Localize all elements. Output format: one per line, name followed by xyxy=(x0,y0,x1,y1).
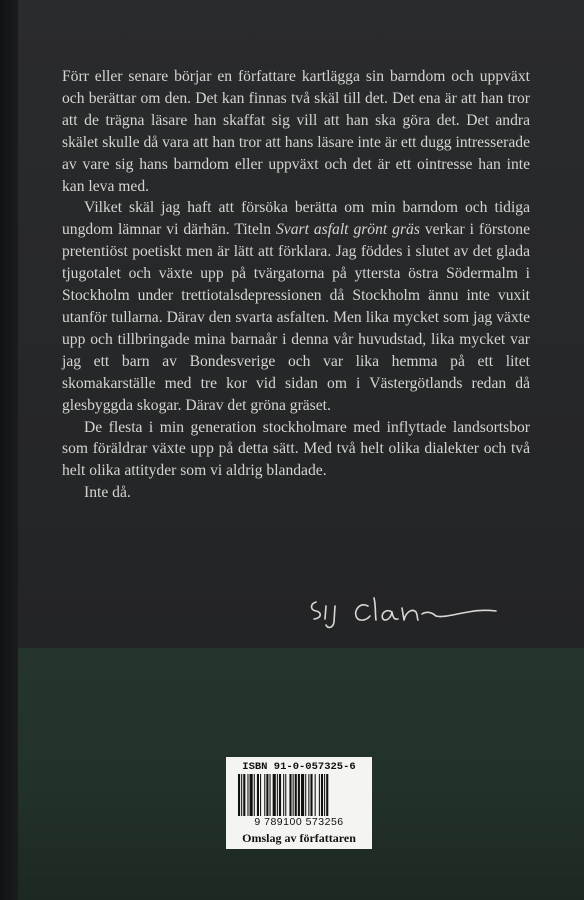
blurb-paragraph-1: Förr eller senare börjar en författare kartlägga sin barndom och uppväxt och berättar om den. Det kan finnas två skäl till det. Det ena är att han tror att de trägna läsare han skaffat sig vill att han ska göra det. Det andra skälet skulle då vara att han tror att hans läsare inte är ett dugg intresserade av vare sig hans barndom eller uppväxt och det är ett ointresse han inte kan leva med. xyxy=(62,68,530,195)
blurb-paragraph-2-start: Vilket skäl jag haft att försöka berätta om min barndom och tidiga ungdom lämnar vi därhän. Titeln xyxy=(62,199,530,239)
blurb-paragraph-2 xyxy=(62,197,530,416)
blurb-paragraph-3: De flesta i min generation stockholmare med inflyttade landsortsbor som föräldrar växte upp på detta sätt. Med två helt olika dialekter och två helt olika attityder som vi aldrig blandade. xyxy=(62,418,530,480)
blurb-paragraph-2-end: verkar i förstone pretentiöst poetiskt men är lätt att förklara. Jag föddes i slutet av det glada tjugotalet och växte upp på tvärgatorna på yttersta östra Södermalm i Stockholm under trettiotalsdepressionen då Stockholm ännu inte vuxit utanför tullarna. Därav den svarta asfalten. Men lika mycket som jag växte upp och tillbringade mina barnaår i denna vår huvudstad, lika mycket var jag ett barn av Bondesverige och var lika hemma på ett litet skomakarställe med tre kor vid sidan om i Västergötlands redan då glesbyggda skogar. Därav det gröna gräset. xyxy=(62,221,531,414)
barcode-digits: 9 789100 573256 xyxy=(254,816,344,828)
isbn-number: ISBN 91-0-057325-6 xyxy=(242,761,356,773)
blurb-paragraph-4: Inte då. xyxy=(84,484,131,502)
book-title-italic: Svart asfalt grönt gräs xyxy=(275,221,420,239)
author-signature xyxy=(306,594,506,632)
spine-edge xyxy=(0,0,18,900)
barcode-graphic xyxy=(236,774,362,816)
barcode-label xyxy=(226,757,372,849)
blurb-text xyxy=(62,66,530,504)
cover-credit: Omslag av författaren xyxy=(242,831,356,845)
